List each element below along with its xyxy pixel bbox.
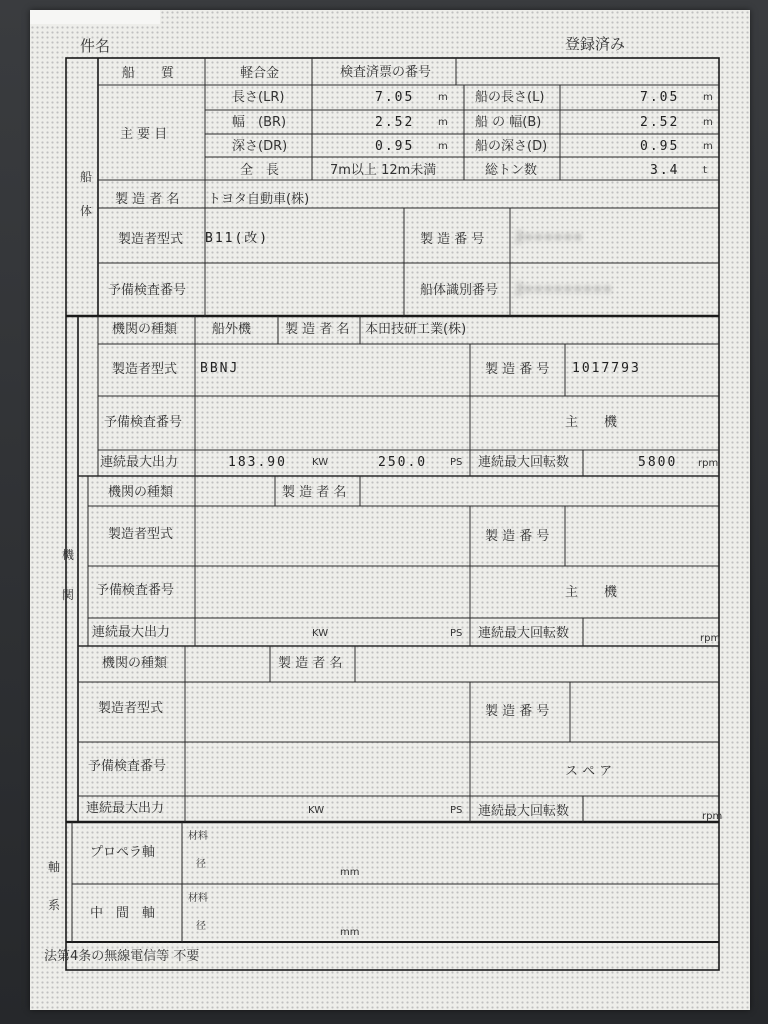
engine3-pre-inspection-label: 予備検査番号 [88,759,167,774]
engine3-role: ス ペ ア [565,764,613,779]
intermediate-shaft-diameter-label: 径 [196,921,206,932]
propeller-shaft-label: プロペラ軸 [90,845,156,860]
engine1-kw-unit: KW [312,457,329,468]
engine3-rpm-unit: rpm [702,811,723,822]
depth-dr-label: 深さ(DR) [232,139,288,154]
engine2-rpm-unit: rpm [700,633,721,644]
engine3-ps-unit: PS [450,805,463,816]
ship-depth-value: 0.95 [640,139,680,154]
engine2-type-label: 機関の種類 [108,485,174,500]
gross-tonnage-unit: t [703,165,707,176]
engine-section-label: 機関 [62,548,75,602]
hull-maker-value: トヨタ自動車(株) [208,192,310,207]
breadth-br-value: 2.52 [375,115,415,130]
engine1-pre-inspection-label: 予備検査番号 [104,415,183,430]
hull-model-label: 製造者型式 [118,232,184,247]
inspection-tag-label: 検査済票の番号 [340,65,432,80]
engine2-pre-inspection-label: 予備検査番号 [96,583,175,598]
engine1-output-label: 連続最大出力 [100,455,179,470]
engine2-serial-label: 製 造 番 号 [485,529,550,544]
ship-breadth-unit: m [703,117,713,128]
hull-id-value: J••••••••• [515,283,614,298]
hull-id-label: 船体識別番号 [420,283,499,298]
intermediate-shaft-unit: mm [340,927,360,938]
engine1-rpm-value: 5800 [638,455,678,470]
engine1-serial-label: 製 造 番 号 [485,362,550,377]
intermediate-shaft-material-label: 材料 [188,893,208,904]
engine2-rpm-label: 連続最大回転数 [478,626,570,641]
main-dimensions-label: 主 要 目 [120,127,168,142]
breadth-br-label: 幅 (BR) [232,115,287,130]
engine1-rpm-label: 連続最大回転数 [478,455,570,470]
engine1-model-label: 製造者型式 [112,362,178,377]
hull-pre-inspection-label: 予備検査番号 [108,283,187,298]
engine2-role: 主 機 [565,585,618,600]
depth-dr-value: 0.95 [375,139,415,154]
engine1-ps-unit: PS [450,457,463,468]
gross-tonnage-label: 総トン数 [485,163,538,178]
engine1-rpm-unit: rpm [698,458,719,469]
ship-length-unit: m [703,92,713,103]
hull-model-value: B11(改) [205,231,270,246]
radio-requirement-note: 法第4条の無線電信等 不要 [44,949,200,964]
engine1-output-ps: 250.0 [378,455,428,470]
engine2-model-label: 製造者型式 [108,527,174,542]
engine3-model-label: 製造者型式 [98,701,164,716]
ship-depth-unit: m [703,141,713,152]
engine3-output-label: 連続最大出力 [86,801,165,816]
ship-breadth-label: 船 の 幅(B) [475,115,542,130]
length-lr-unit: m [438,92,448,103]
registration-status: 登録済み [565,35,626,53]
ship-depth-label: 船の深さ(D) [475,139,548,154]
engine1-serial-value: 1017793 [572,361,641,376]
engine1-type-label: 機関の種類 [112,322,178,337]
engine1-output-kw: 183.90 [228,455,287,470]
hull-material-label: 船 質 [122,66,175,81]
hull-section-label: 船体 [80,170,93,218]
propeller-shaft-unit: mm [340,867,360,878]
engine1-role: 主 機 [565,415,618,430]
engine3-rpm-label: 連続最大回転数 [478,804,570,819]
length-lr-label: 長さ(LR) [232,90,285,105]
engine2-maker-label: 製 造 者 名 [282,485,347,500]
engine1-maker-label: 製 造 者 名 [285,322,350,337]
length-lr-value: 7.05 [375,90,415,105]
hull-serial-value: J•••••• [515,231,584,246]
ship-length-value: 7.05 [640,90,680,105]
engine3-kw-unit: KW [308,805,325,816]
total-length-value: 7m以上 12m未満 [330,163,437,178]
hull-material-value: 軽合金 [240,66,280,81]
total-length-label: 全 長 [240,163,280,178]
engine2-kw-unit: KW [312,628,329,639]
hull-serial-label: 製 造 番 号 [420,232,485,247]
engine3-serial-label: 製 造 番 号 [485,704,550,719]
engine3-type-label: 機関の種類 [102,656,168,671]
propeller-shaft-material-label: 材料 [188,831,208,842]
ship-length-label: 船の長さ(L) [475,90,545,105]
propeller-shaft-diameter-label: 径 [196,859,206,870]
gross-tonnage-value: 3.4 [650,163,680,178]
engine1-model-value: BBNJ [200,361,240,376]
engine3-maker-label: 製 造 者 名 [278,656,343,671]
shaft-section-label: 軸系 [48,860,61,912]
breadth-br-unit: m [438,117,448,128]
form-title-label: 件名 [80,37,111,55]
engine1-maker-value: 本田技研工業(株) [365,322,467,337]
engine2-output-label: 連続最大出力 [92,625,171,640]
engine1-type-value: 船外機 [212,322,252,337]
engine2-ps-unit: PS [450,628,463,639]
hull-maker-label: 製 造 者 名 [115,192,180,207]
ship-breadth-value: 2.52 [640,115,680,130]
intermediate-shaft-label: 中 間 軸 [90,906,156,921]
depth-dr-unit: m [438,141,448,152]
